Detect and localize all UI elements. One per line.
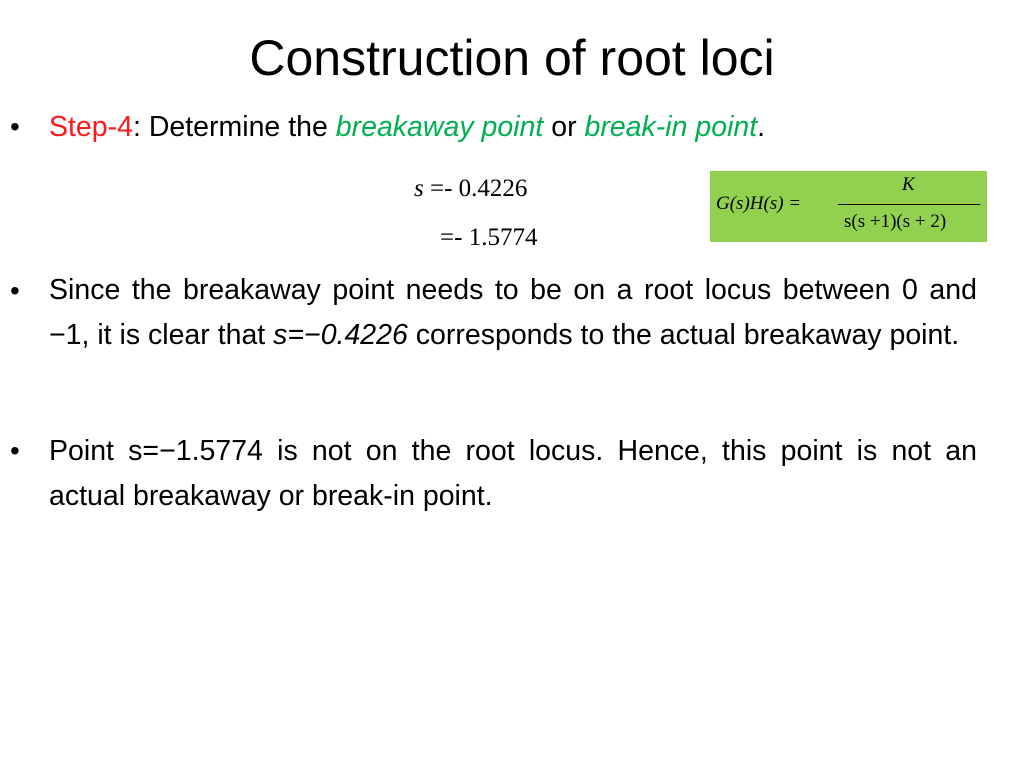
slide-title: Construction of root loci: [249, 30, 775, 86]
step-text-middle: or: [543, 111, 585, 143]
step-text-end: .: [757, 111, 766, 143]
equation-value-1: 0.4226: [458, 175, 528, 202]
bullet-marker: •: [10, 275, 20, 306]
breakaway-term: breakaway point: [335, 111, 544, 143]
bullet-marker: •: [10, 111, 20, 142]
step-text-before: : Determine the: [132, 111, 336, 143]
transfer-function-denominator: s(s +1)(s + 2): [844, 211, 947, 232]
step-label: Step-4: [49, 111, 133, 143]
equation-equals-2: =-: [440, 224, 469, 251]
paragraph-breakaway-explanation: [49, 268, 977, 358]
fraction-bar: [838, 204, 980, 205]
transfer-function-box: [710, 171, 987, 242]
paragraph-not-on-locus: Point s=−1.5774 is not on the root locus. Hence, this point is not an actual breakaway or break-in point.: [49, 435, 977, 512]
equation-equals-1: =-: [423, 175, 459, 202]
step-line: [49, 110, 765, 144]
paragraph1-text-after: corresponds to the actual breakaway point.: [407, 319, 960, 351]
equation-value-2: 1.5774: [468, 224, 538, 251]
paragraph1-text-before: Since the breakaway point needs to be on a root locus between 0 and −1, it is clear that: [49, 274, 977, 351]
equation-line-1: [414, 174, 527, 204]
bullet-marker: •: [10, 435, 20, 466]
transfer-function-numerator: K: [902, 174, 915, 195]
paragraph1-italic-value: s=−0.4226: [273, 319, 408, 351]
break-in-term: break-in point: [584, 111, 758, 143]
equation-s-symbol: s: [414, 175, 424, 202]
transfer-function-lhs: G(s)H(s) =: [716, 193, 802, 214]
equation-line-2: [440, 223, 537, 253]
